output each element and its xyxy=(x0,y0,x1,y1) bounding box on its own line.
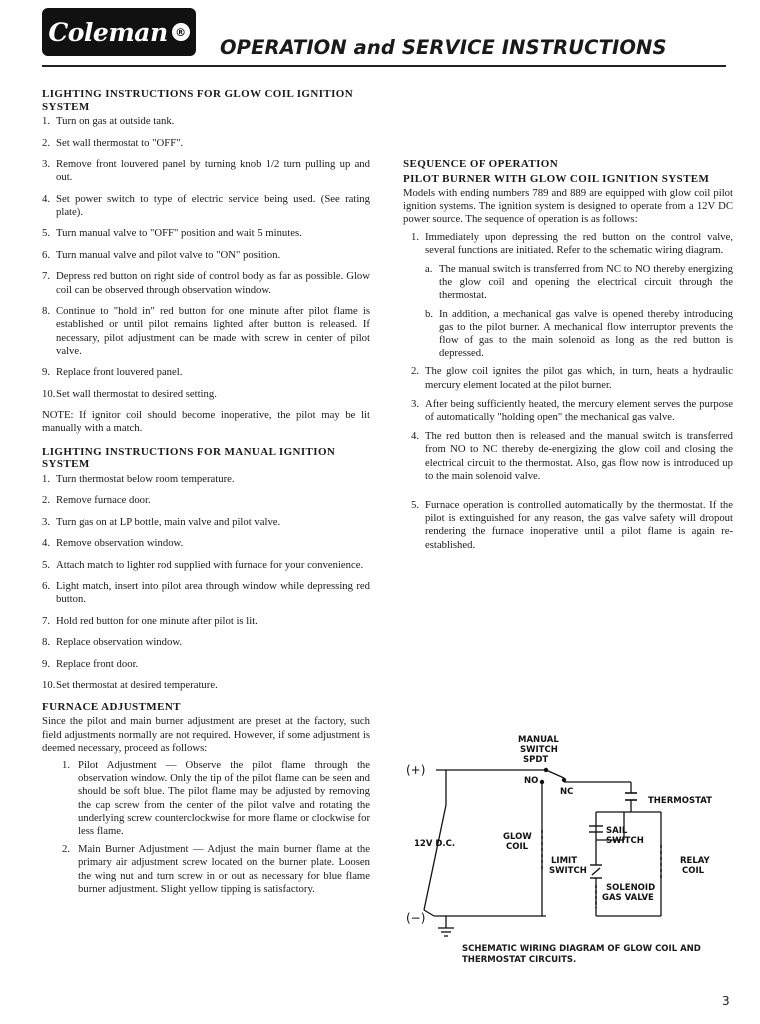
step-text: Set wall thermostat to desired setting. xyxy=(56,387,217,400)
item-text: The red button then is released and the manual switch is transferred from NO to NC thereby de-energizing the glow coil and closing the electrical circuit to the thermostat. Also, gas flow now is introduced up to the main solenoid valve. xyxy=(425,430,733,482)
step-number: 5. xyxy=(42,227,51,240)
step-text: Turn thermostat below room temperature. xyxy=(56,472,235,485)
switch-contact-icon xyxy=(544,768,548,772)
step-number: 1. xyxy=(42,115,51,127)
step-text: Turn manual valve to "OFF" position and wait 5 minutes. xyxy=(56,227,302,240)
solenoid-label: GAS VALVE xyxy=(602,893,654,903)
list-item xyxy=(411,499,733,552)
list-item xyxy=(42,580,370,606)
glow-coil-label: GLOW xyxy=(503,832,532,842)
no-contact-label: NO xyxy=(524,776,539,786)
list-item xyxy=(42,270,370,296)
list-item xyxy=(42,636,370,649)
coleman-logo xyxy=(42,8,196,56)
item-text: After being sufficiently heated, the mercury element serves the purpose of automatically "holding open" the mechanical gas valve. xyxy=(425,397,733,424)
brand-mark-icon: ® xyxy=(172,23,190,41)
step-number: 9. xyxy=(42,366,51,379)
list-item xyxy=(42,559,370,572)
diagram-caption: SCHEMATIC WIRING DIAGRAM OF GLOW COIL AND THERMOSTAT CIRCUITS. xyxy=(462,944,701,965)
step-text: Remove observation window. xyxy=(56,537,184,550)
item-text: The glow coil ignites the pilot gas which, in turn, heats a hydraulic mercury element located at the pilot burner. xyxy=(425,365,733,391)
item-number: 2. xyxy=(62,843,71,856)
step-text: Turn on gas at outside tank. xyxy=(56,115,175,127)
sail-switch-label: SAIL xyxy=(606,826,628,836)
step-text: Light match, insert into pilot area through window while depressing red button. xyxy=(56,580,370,606)
voltage-label: 12V D.C. xyxy=(414,839,456,849)
sequence-intro: Models with ending numbers 789 and 889 are equipped with glow coil pilot ignition systems. The ignition system is designed to operate from a 12V DC power source. The sequence of operation is as follows: xyxy=(403,187,733,226)
ground-icon xyxy=(438,928,454,936)
manual-switch-label: SPDT xyxy=(523,755,549,765)
continued-text-spacer xyxy=(403,90,733,158)
list-item xyxy=(42,679,370,692)
step-text: Continue to "hold in" red button for one minute after pilot flame is established or until pilot remains lighted after button is released. If necessary, pilot adjustment can be made with screw in center of pilot valve. xyxy=(56,305,370,357)
item-letter: a. xyxy=(425,263,433,276)
step-number: 8. xyxy=(42,636,51,649)
step-text: Depress red button on right side of control body as far as possible. Glow coil can be observed through observation window. xyxy=(56,270,370,296)
list-item xyxy=(42,516,370,529)
list-item xyxy=(42,158,370,184)
relay-coil-label: COIL xyxy=(682,866,705,876)
list-item xyxy=(62,843,370,896)
step-text: Remove furnace door. xyxy=(56,494,151,507)
sequence-subheading: PILOT BURNER WITH GLOW COIL IGNITION SYSTEM xyxy=(403,172,710,185)
step-text: Replace front door. xyxy=(56,657,139,670)
list-item xyxy=(42,249,370,262)
step-number: 8. xyxy=(42,305,51,318)
sequence-heading: SEQUENCE OF OPERATION xyxy=(403,158,559,170)
list-item xyxy=(42,137,370,150)
item-number: 1. xyxy=(411,230,420,243)
brand-name: Coleman xyxy=(48,17,168,47)
manual-ignition-heading: LIGHTING INSTRUCTIONS FOR MANUAL IGNITION SYSTEM xyxy=(42,445,336,471)
step-text: Set power switch to type of electric service being used. (See rating plate). xyxy=(56,192,370,218)
step-text: Replace front louvered panel. xyxy=(56,366,183,379)
item-text: Main Burner Adjustment — Adjust the main burner flame at the primary air adjustment screw located on the burner plate. Loosen the wing nut and turn screw in or out as necessary for blue flame burner adjustment. Slight yellow tipping is satisfactory. xyxy=(78,843,370,895)
list-item xyxy=(42,494,370,507)
left-column xyxy=(42,88,370,901)
item-number: 2. xyxy=(411,365,420,378)
step-number: 6. xyxy=(42,580,51,593)
header-divider xyxy=(42,65,726,67)
item-number: 5. xyxy=(411,499,420,512)
item-text: Immediately upon depressing the red button on the control valve, several functions are initiated. Refer to the schematic wiring diagram. xyxy=(425,230,733,256)
step-number: 2. xyxy=(42,136,51,149)
switch-contact-icon xyxy=(540,780,544,784)
list-item xyxy=(425,308,733,361)
switch-contact-icon xyxy=(562,778,566,782)
list-item xyxy=(42,658,370,671)
step-text: Turn manual valve and pilot valve to "ON" position. xyxy=(56,248,281,261)
step-number: 1. xyxy=(42,472,51,485)
manual-ignition-steps xyxy=(42,473,370,693)
list-item xyxy=(411,398,733,424)
manual-switch-label: SWITCH xyxy=(520,745,558,755)
list-item xyxy=(42,473,370,486)
step-text: Set wall thermostat to "OFF". xyxy=(56,136,184,149)
right-column xyxy=(403,90,733,558)
negative-terminal-label: (−) xyxy=(406,911,426,925)
limit-switch-icon xyxy=(590,865,602,878)
step-number: 5. xyxy=(42,558,51,571)
list-item xyxy=(411,365,733,391)
step-number: 3. xyxy=(42,158,51,170)
item-text: Pilot Adjustment — Observe the pilot flame through the observation window. Only the tip of the pilot flame can be seen and should be soft blue. The pilot flame may be adjusted by removing the cap screw from the center of the pilot valve and rotating the underlying screw counterclockwise for more flame or clockwise for less flame. xyxy=(78,758,370,837)
glow-coil-steps xyxy=(42,115,370,401)
item-number: 1. xyxy=(62,758,71,771)
sail-switch-label: SWITCH xyxy=(606,836,644,846)
nc-contact-label: NC xyxy=(560,787,574,797)
list-item xyxy=(42,388,370,401)
relay-coil-label: RELAY xyxy=(680,856,710,866)
list-item xyxy=(411,430,733,483)
list-item xyxy=(411,231,733,257)
limit-switch-label: LIMIT xyxy=(551,856,577,866)
furnace-adjustment-heading: FURNACE ADJUSTMENT xyxy=(42,700,181,713)
step-number: 4. xyxy=(42,537,51,550)
step-text: Set thermostat at desired temperature. xyxy=(56,679,218,692)
page-number: 3 xyxy=(722,994,730,1008)
positive-terminal-label: (+) xyxy=(406,763,426,777)
adjustment-intro: Since the pilot and main burner adjustment are preset at the factory, such field adjustments normally are not required. However, if some adjustment is deemed necessary, proceed as follows: xyxy=(42,715,370,754)
list-item xyxy=(425,263,733,303)
list-item xyxy=(42,537,370,550)
manual-switch-label: MANUAL xyxy=(518,735,559,745)
list-item xyxy=(42,366,370,379)
list-item xyxy=(42,227,370,240)
step-number: 2. xyxy=(42,494,51,507)
item-text: The manual switch is transferred from NC to NO thereby energizing the glow coil and opening the electrical circuit through the thermostat. xyxy=(439,263,733,302)
list-item xyxy=(42,193,370,219)
limit-switch-label: SWITCH xyxy=(549,866,587,876)
glow-coil-heading: LIGHTING INSTRUCTIONS FOR GLOW COIL IGNITION SYSTEM xyxy=(42,88,354,113)
list-item xyxy=(42,115,370,128)
thermostat-label: THERMOSTAT xyxy=(648,796,712,806)
step-number: 7. xyxy=(42,270,51,283)
step-number: 3. xyxy=(42,515,51,528)
list-item xyxy=(42,615,370,628)
step-number: 10. xyxy=(42,679,56,692)
ignitor-note: NOTE: If ignitor coil should become inoperative, the pilot may be lit manually with a match. xyxy=(42,409,370,435)
step-text: Turn gas on at LP bottle, main valve and pilot valve. xyxy=(56,515,281,528)
item-text: In addition, a mechanical gas valve is opened thereby introducing gas to the pilot burner. A mechanical flow interruptor prevents the flow of gas to the main solenoid as long as the red button is depressed. xyxy=(439,307,733,360)
step-number: 6. xyxy=(42,248,51,261)
step-number: 4. xyxy=(42,192,51,205)
step-number: 9. xyxy=(42,657,51,670)
item-text: Furnace operation is controlled automatically by the thermostat. If the pilot is extinguished for any reason, the gas valve safety will dropout rendering the furnace inoperative until a pilot flame is again re-established. xyxy=(425,499,733,551)
step-text: Attach match to lighter rod supplied with furnace for your convenience. xyxy=(56,558,364,571)
spacer xyxy=(403,489,733,499)
solenoid-label: SOLENOID xyxy=(606,883,656,893)
wiring-diagram xyxy=(406,730,736,970)
step-text: Remove front louvered panel by turning knob 1/2 turn pulling up and out. xyxy=(56,158,370,184)
step-text: Hold red button for one minute after pilot is lit. xyxy=(56,614,258,627)
glow-coil-label: COIL xyxy=(506,842,529,852)
item-number: 4. xyxy=(411,430,420,443)
thermostat-contacts-icon xyxy=(625,793,637,800)
step-text: Replace observation window. xyxy=(56,636,183,649)
page-title: OPERATION and SERVICE INSTRUCTIONS xyxy=(220,36,667,59)
item-number: 3. xyxy=(411,397,420,410)
item-letter: b. xyxy=(425,307,434,320)
step-number: 7. xyxy=(42,614,51,627)
step-number: 10. xyxy=(42,387,56,400)
list-item xyxy=(62,759,370,838)
list-item xyxy=(42,305,370,358)
